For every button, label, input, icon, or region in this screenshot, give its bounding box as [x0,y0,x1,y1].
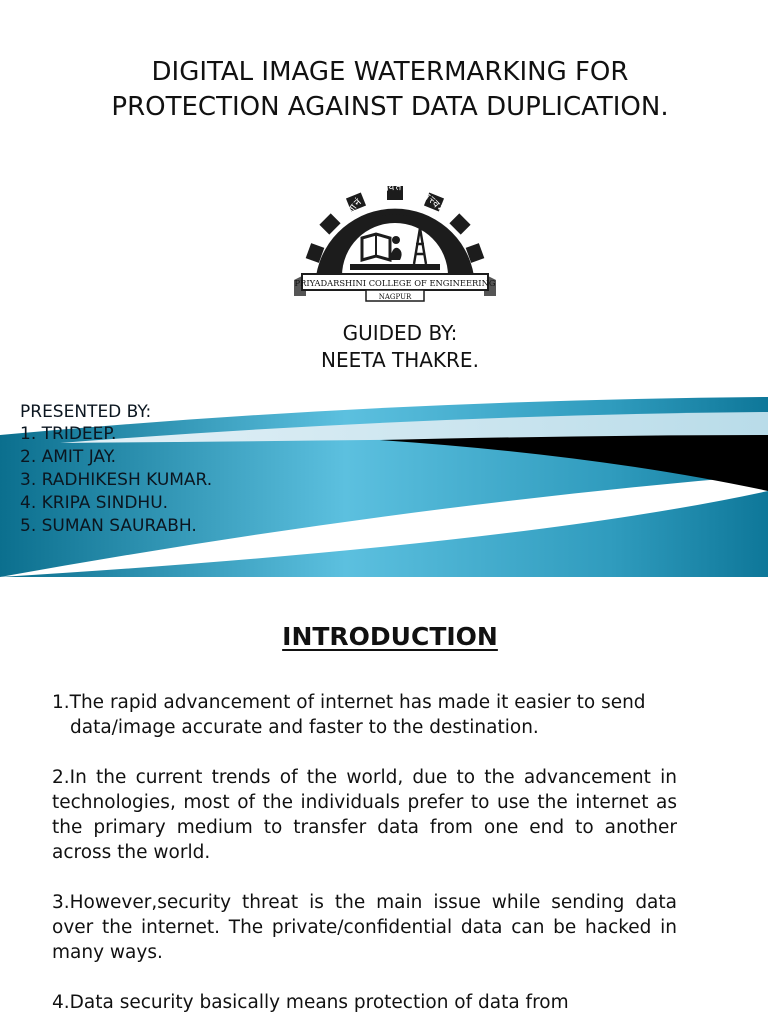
presenters-list [20,424,212,537]
guide-block [200,320,600,374]
paragraph: 3.However,security threat is the main issue while sending data over the internet. The private/confidential data can be hacked in many ways. [52,892,677,963]
slide-title: DIGITAL IMAGE WATERMARKING FOR PROTECTION AGAINST DATA DUPLICATION. [111,57,669,122]
paragraph: 4.Data security basically means protection of data from [52,992,569,1013]
presenters-block [20,402,212,539]
list-item: 2. AMIT JAY. [20,447,117,467]
paragraph: 1.The rapid advancement of internet has made it easier to send data/image accurate and faster to the destination. [52,692,646,738]
college-logo [292,180,498,315]
introduction-heading: INTRODUCTION [282,622,498,651]
gear-emblem-icon [306,181,485,276]
svg-text:ज्ञानं प्रसारयितव्यम् तत्त्वम्: ज्ञानं प्रसारयितव्यम् तत्त्वम् [345,181,447,217]
list-item: 4. KRIPA SINDHU. [20,493,169,513]
guided-label: GUIDED BY: [342,321,458,345]
guide-name: NEETA THAKRE. [321,348,479,372]
introduction-slide [0,577,768,1024]
list-item: 3. RADHIKESH KUMAR. [20,470,213,490]
list-item: 5. SUMAN SAURABH. [20,516,197,536]
paragraph: 2.In the current trends of the world, due to the advancement in technologies, most of the individuals prefer to use the internet as the primary medium to transfer data from one end to another across the world. [52,767,677,863]
presented-label: PRESENTED BY: [20,402,152,422]
list-item: 1. TRIDEEP. [20,424,117,444]
logo-city: NAGPUR [378,293,412,301]
introduction-body [52,690,677,1024]
logo-college-name: PRIYADARSHINI COLLEGE OF ENGINEERING [294,278,496,288]
